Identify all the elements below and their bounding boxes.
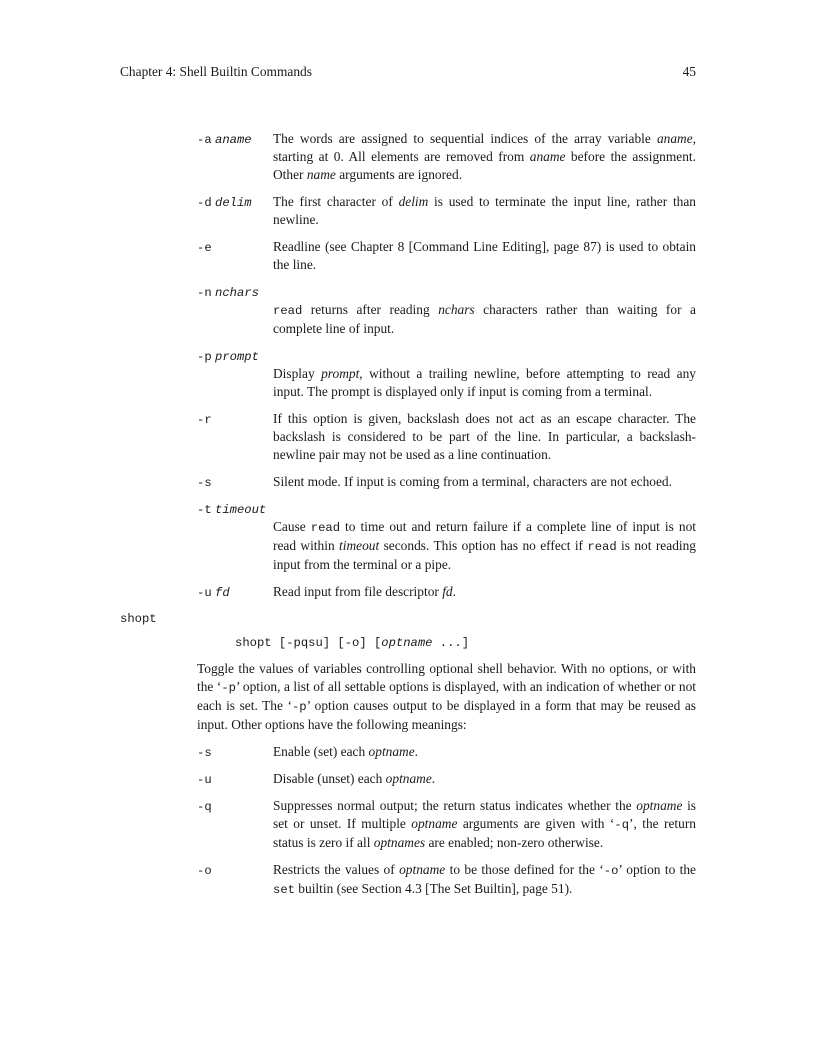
option-arg: aname — [215, 133, 252, 147]
option-term — [197, 193, 252, 212]
text-run: ’ option, a list of all settable options is displayed, with an indication of whether or not each is set. The ‘ — [197, 679, 696, 713]
shopt-options-table — [197, 743, 696, 899]
text-run: is used to terminate the input line, rather than newline. — [273, 194, 696, 227]
code-term: -q — [614, 818, 630, 832]
option-description — [273, 583, 696, 601]
italic-term: timeout — [339, 538, 380, 553]
option-term — [197, 130, 252, 149]
usage-cmd: shopt [-pqsu] [-o] [ — [235, 636, 382, 650]
text-run: before the assignment. Other — [273, 149, 696, 182]
option-entry — [197, 283, 696, 338]
text-run: The first character of — [273, 194, 399, 209]
text-run: are enabled; non-zero otherwise. — [425, 835, 604, 850]
italic-term: prompt — [321, 366, 360, 381]
text-run: Enable (set) each — [273, 744, 369, 759]
option-description — [273, 770, 696, 788]
italic-term: delim — [398, 194, 429, 209]
text-run: . — [414, 744, 419, 759]
option-arg: fd — [215, 586, 230, 600]
shopt-term: shopt — [120, 612, 157, 626]
text-run: ’, the return status is zero if all — [273, 816, 697, 850]
italic-term: optname — [399, 862, 446, 877]
text-run: to be those defined for the ‘ — [445, 862, 604, 877]
code-term: read — [587, 540, 617, 554]
option-entry — [197, 193, 696, 229]
option-description — [273, 410, 696, 464]
text-run: builtin (see Section 4.3 [The Set Builtin], page 51). — [294, 881, 573, 896]
page-header — [120, 63, 696, 83]
italic-term: optname — [411, 816, 458, 831]
option-term — [197, 473, 212, 492]
option-description — [273, 130, 696, 184]
italic-term: optname — [636, 798, 683, 813]
shopt-body — [197, 634, 696, 899]
text-run: Disable (unset) each — [273, 771, 386, 786]
code-term: read — [310, 521, 341, 535]
option-term — [197, 770, 212, 789]
text-run: Display — [273, 366, 322, 381]
option-flag: -t — [197, 503, 212, 517]
text-run: If this option is given, backslash does not act as an escape character. The backslash is considered to be part of the line. In particular, a backslash-newline pair may not be used as a line continuation. — [273, 411, 696, 462]
text-run: ’ option causes output to be displayed in a form that may be reused as input. Other options have the following meanings: — [197, 698, 696, 732]
option-flag: -u — [197, 586, 212, 600]
option-arg: nchars — [215, 286, 259, 300]
option-flag: -o — [197, 864, 212, 878]
option-description — [273, 283, 696, 338]
text-run: seconds. This option has no effect if — [379, 538, 588, 553]
option-term — [197, 500, 266, 519]
text-run: The words are assigned to sequential indices of the array variable — [273, 131, 657, 146]
text-run: ’ option to the — [618, 862, 696, 877]
text-run: Cause — [273, 519, 311, 534]
option-entry — [197, 500, 696, 574]
italic-term: optname — [368, 744, 415, 759]
italic-term: fd — [442, 584, 453, 599]
usage-arg: optname — [381, 636, 433, 650]
italic-term: aname — [656, 131, 693, 146]
option-flag: -s — [197, 476, 212, 490]
text-run: returns after reading — [302, 302, 439, 317]
option-entry — [197, 130, 696, 184]
option-flag: -q — [197, 800, 212, 814]
text-run: characters rather than waiting for a complete line of input. — [273, 302, 696, 336]
text-run: Toggle the values of variables controlling optional shell behavior. With no options, or with the ‘ — [197, 661, 696, 694]
italic-term: optname — [385, 771, 432, 786]
option-description — [273, 347, 696, 401]
code-term: set — [273, 883, 295, 897]
option-term — [197, 861, 212, 880]
text-run: Suppresses normal output; the return status indicates whether the — [273, 798, 637, 813]
option-entry — [197, 347, 696, 401]
option-description — [273, 473, 696, 491]
option-description — [273, 797, 696, 852]
italic-term: aname — [529, 149, 566, 164]
option-arg: prompt — [215, 350, 259, 364]
option-flag: -e — [197, 241, 212, 255]
italic-term: optnames — [373, 835, 426, 850]
option-flag: -u — [197, 773, 212, 787]
option-entry — [197, 238, 696, 274]
shopt-usage — [235, 634, 696, 652]
option-entry — [197, 743, 696, 761]
option-description — [273, 193, 696, 229]
text-run: Readline (see Chapter 8 [Command Line Editing], page 87) is used to obtain the line. — [273, 239, 696, 272]
option-description — [273, 861, 696, 899]
page-content — [120, 130, 696, 908]
option-arg: delim — [215, 196, 252, 210]
page-number: 45 — [682, 64, 696, 79]
option-flag: -p — [197, 350, 212, 364]
text-run: . — [431, 771, 436, 786]
option-description — [273, 743, 696, 761]
italic-term: nchars — [438, 302, 475, 317]
text-run: , without a trailing newline, before attempting to read any input. The prompt is displayed only if input is coming from a terminal. — [273, 366, 696, 399]
option-term — [197, 410, 212, 429]
option-description — [273, 238, 696, 274]
code-term: read — [273, 304, 303, 318]
usage-end: ...] — [432, 636, 470, 650]
read-options-table — [197, 130, 696, 601]
option-entry — [197, 583, 696, 601]
text-run: arguments are ignored. — [335, 167, 463, 182]
text-run: is set or unset. If multiple — [273, 798, 697, 831]
text-run: Restricts the values of — [273, 862, 400, 877]
text-run: is not reading input from the terminal or a pipe. — [273, 538, 696, 572]
option-flag: -a — [197, 133, 212, 147]
text-run: . — [452, 584, 456, 599]
chapter-title: Chapter 4: Shell Builtin Commands — [120, 64, 312, 79]
option-entry — [197, 770, 696, 788]
option-flag: -n — [197, 286, 212, 300]
code-term: -o — [603, 864, 619, 878]
option-term — [197, 797, 212, 816]
shopt-intro-paragraph — [197, 660, 696, 734]
text-run: Silent mode. If input is coming from a terminal, characters are not echoed. — [273, 474, 672, 489]
italic-term: name — [306, 167, 336, 182]
text-run: , starting at 0. All elements are removed from — [273, 131, 696, 164]
option-flag: -r — [197, 413, 212, 427]
option-term — [197, 743, 212, 762]
option-term — [197, 283, 259, 302]
option-entry — [197, 410, 696, 464]
option-arg: timeout — [215, 503, 267, 517]
option-description — [273, 500, 696, 574]
option-flag: -s — [197, 746, 212, 760]
option-term — [197, 347, 259, 366]
code-term: -p — [291, 700, 307, 714]
text-run: to time out and return failure if a complete line of input is not read within — [273, 519, 696, 553]
option-term — [197, 238, 212, 257]
text-run: Read input from file descriptor — [273, 584, 443, 599]
option-term — [197, 583, 230, 602]
code-term: -p — [221, 681, 236, 695]
option-flag: -d — [197, 196, 212, 210]
option-entry — [197, 473, 696, 491]
option-entry — [197, 861, 696, 899]
option-entry — [197, 797, 696, 852]
text-run: arguments are given with ‘ — [457, 816, 615, 831]
